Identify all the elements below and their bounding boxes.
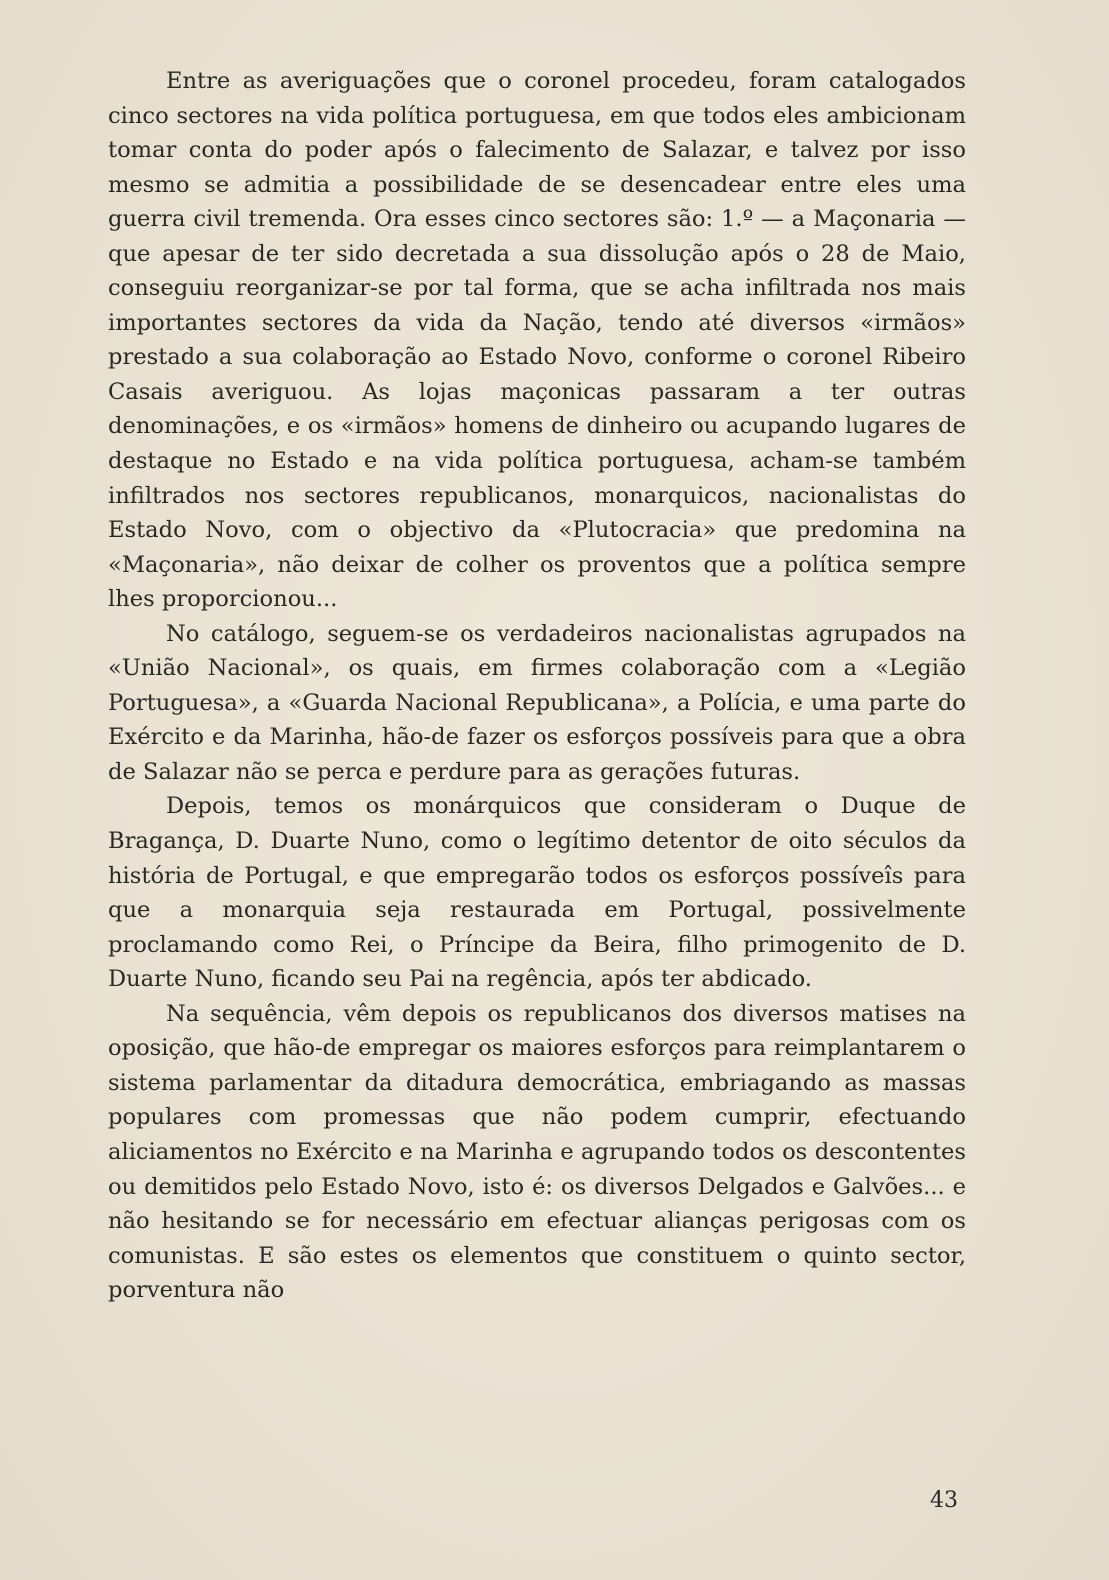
paragraph-4: Na sequência, vêm depois os republicanos dos diversos matises na oposição, que hão-de empregar os maiores esforços para reimplantarem o sistema parlamentar da ditadura democrática, embriagando as massas populares com promessas que não podem cumprir, efectuando aliciamentos no Exército e na Marinha e agrupando todos os descontentes ou demitidos pelo Estado Novo, isto é: os diversos Delgados e Galvões... e não hesitando se for necessário em efectuar alianças perigosas com os comunistas. E são estes os elementos que constituem o quinto sector, porventura não [108,1000,966,1304]
paragraph-1: Entre as averiguações que o coronel procedeu, foram catalogados cinco sectores na vida política portuguesa, em que todos eles ambicionam tomar conta do poder após o falecimento de Salazar, e talvez por isso mesmo se admitia a possibilidade de se desencadear entre eles uma guerra civil tremenda. Ora esses cinco sectores são: 1.º — a Maçonaria — que apesar de ter sido decretada a sua dissolução após o 28 de Maio, conseguiu reorganizar-se por tal forma, que se acha infiltrada nos mais importantes sectores da vida da Nação, tendo até diversos «irmãos» prestado a sua colaboração ao Estado Novo, conforme o coronel Ribeiro Casais averiguou. As lojas maçonicas passaram a ter outras denominações, e os «irmãos» homens de dinheiro ou acupando lugares de destaque no Estado e na vida política portuguesa, acham-se também infiltrados nos sectores republicanos, monarquicos, nacionalistas do Estado Novo, com o objectivo da «Plutocracia» que predomina na «Maçonaria», não deixar de colher os proventos que a política sempre lhes proporcionou... [108,68,966,613]
paragraph-3: Depois, temos os monárquicos que consideram o Duque de Bragança, D. Duarte Nuno, como o legítimo detentor de oito séculos da história de Portugal, e que empregarão todos os esforços possíveîs para que a monarquia seja restaurada em Portugal, possivelmente proclamando como Rei, o Príncipe da Beira, filho primogenito de D. Duarte Nuno, ficando seu Pai na regência, após ter abdicado. [108,793,966,993]
page-number: 43 [930,1488,958,1513]
paragraph-2: No catálogo, seguem-se os verdadeiros nacionalistas agrupados na «União Nacional», os quais, em firmes colaboração com a «Legião Portuguesa», a «Guarda Nacional Republicana», a Polícia, e uma parte do Exército e da Marinha, hão-de fazer os esforços possíveis para que a obra de Salazar não se perca e perdure para as gerações futuras. [108,620,966,785]
body-text [108,64,966,1308]
